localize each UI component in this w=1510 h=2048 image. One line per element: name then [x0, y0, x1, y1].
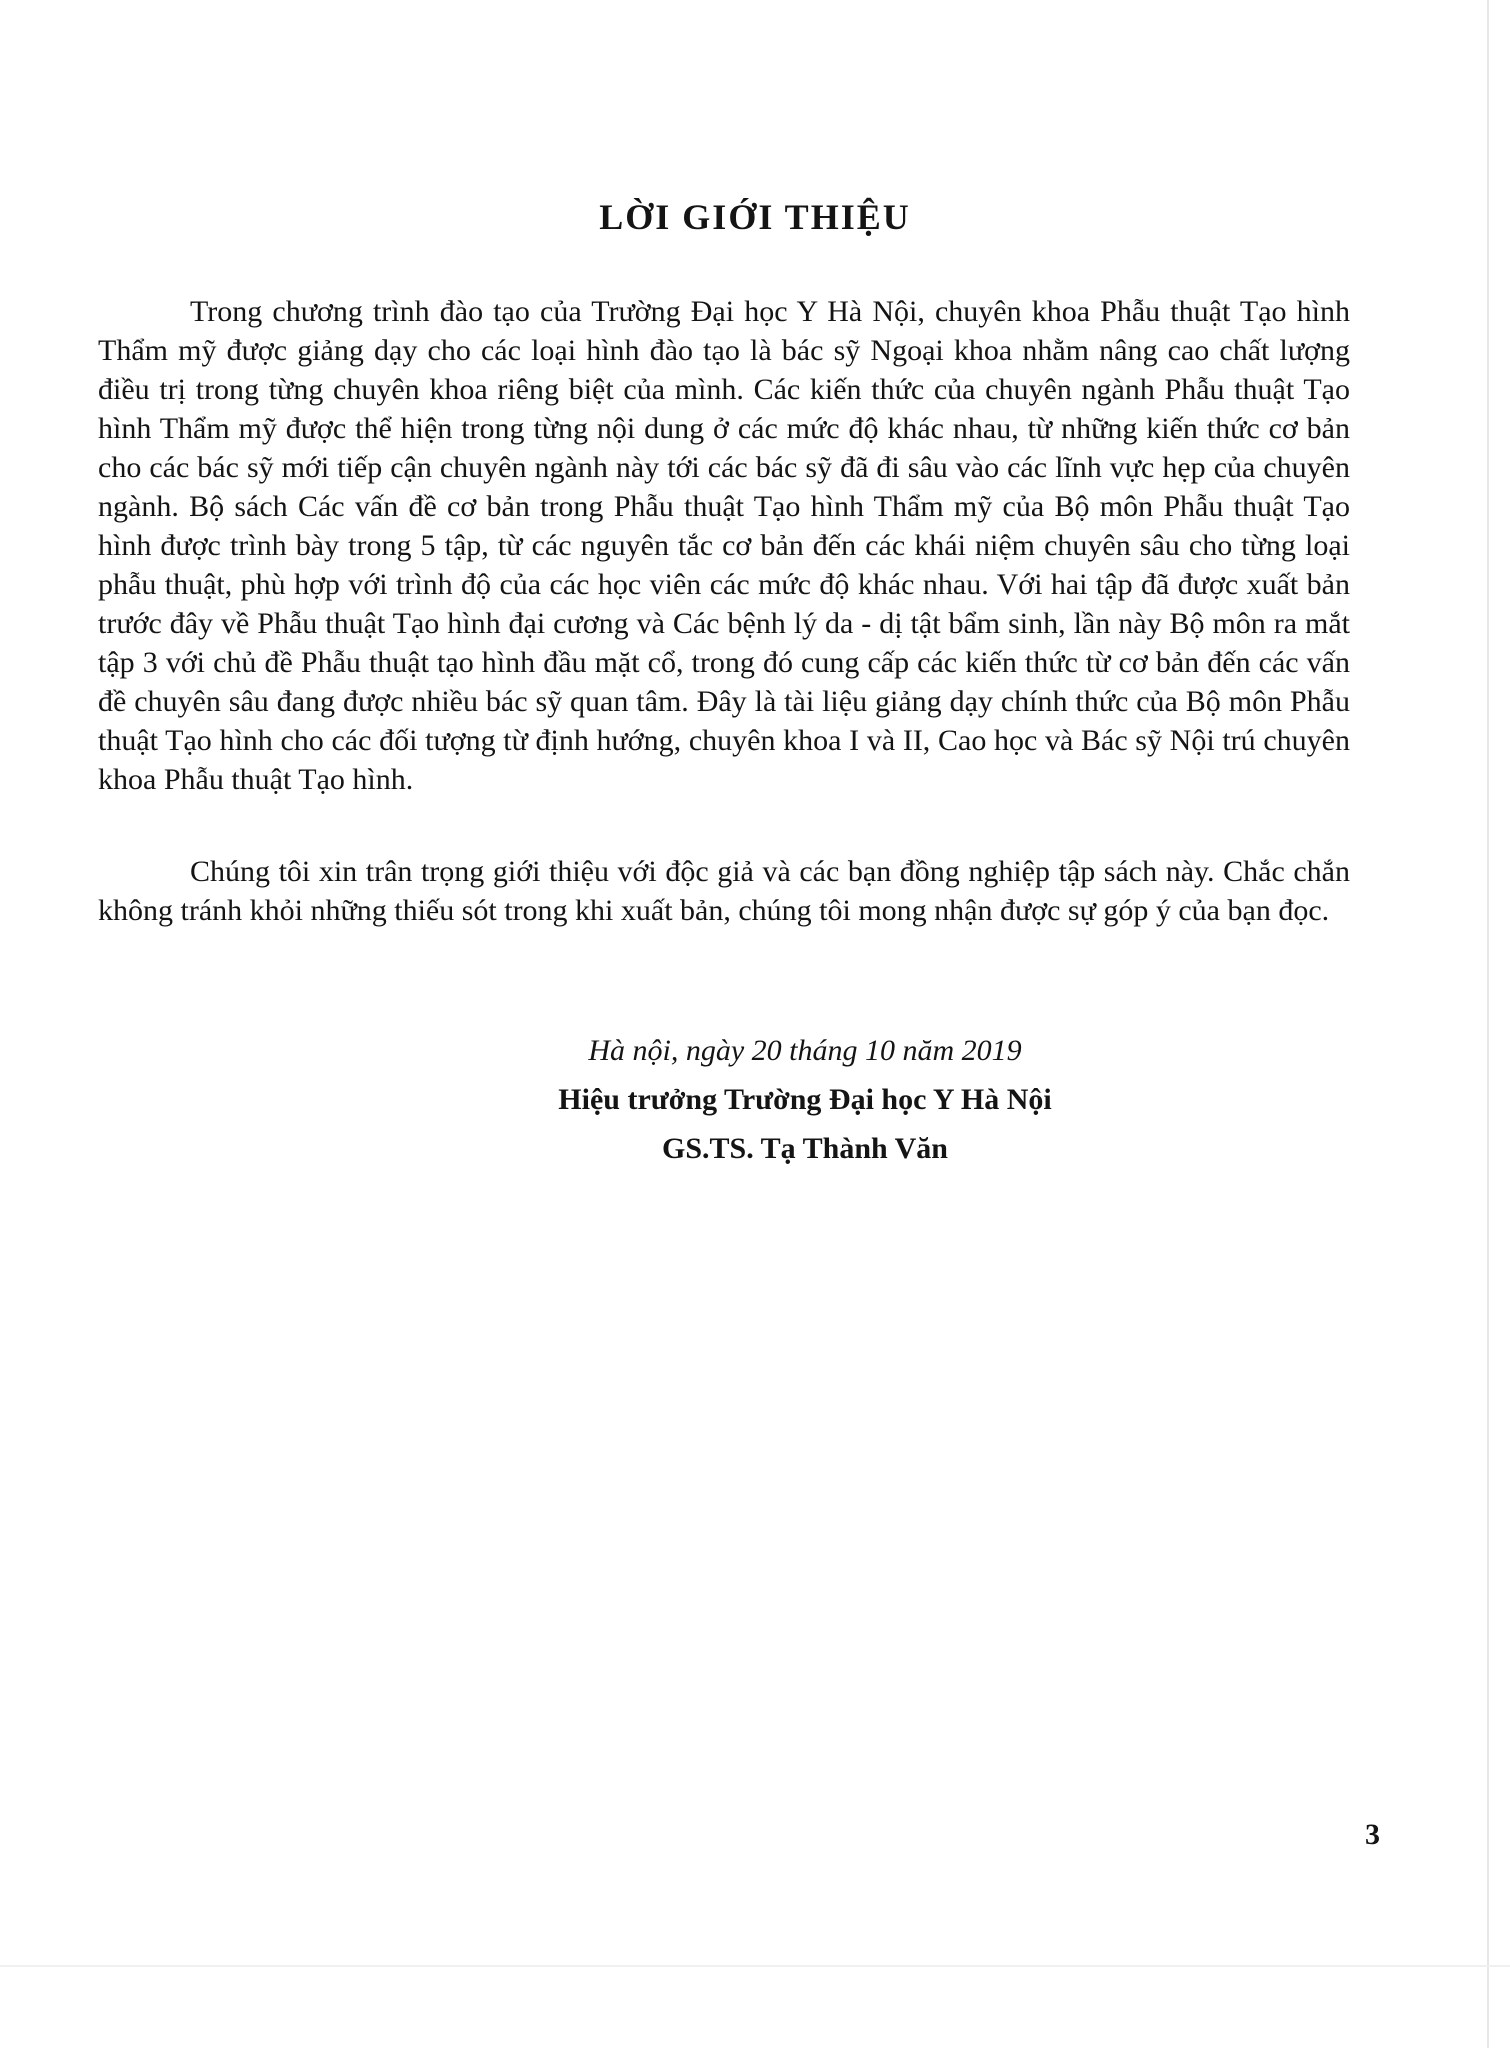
page-edge-bottom	[0, 1965, 1510, 1967]
intro-paragraph-1: Trong chương trình đào tạo của Trường Đại học Y Hà Nội, chuyên khoa Phẫu thuật Tạo hình Thẩm mỹ được giảng dạy cho các loại hình đào tạo là bác sỹ Ngoại khoa nhằm nâng cao chất lượng điều trị trong từng chuyên khoa riêng biệt của mình. Các kiến thức của chuyên ngành Phẫu thuật Tạo hình Thẩm mỹ được thể hiện trong từng nội dung ở các mức độ khác nhau, từ những kiến thức cơ bản cho các bác sỹ mới tiếp cận chuyên ngành này tới các bác sỹ đã đi sâu vào các lĩnh vực hẹp của chuyên ngành. Bộ sách Các vấn đề cơ bản trong Phẫu thuật Tạo hình Thẩm mỹ của Bộ môn Phẫu thuật Tạo hình được trình bày trong 5 tập, từ các nguyên tắc cơ bản đến các khái niệm chuyên sâu cho từng loại phẫu thuật, phù hợp với trình độ của các học viên các mức độ khác nhau. Với hai tập đã được xuất bản trước đây về Phẫu thuật Tạo hình đại cương và Các bệnh lý da - dị tật bẩm sinh, lần này Bộ môn ra mắt tập 3 với chủ đề Phẫu thuật tạo hình đầu mặt cổ, trong đó cung cấp các kiến thức từ cơ bản đến các vấn đề chuyên sâu đang được nhiều bác sỹ quan tâm. Đây là tài liệu giảng dạy chính thức của Bộ môn Phẫu thuật Tạo hình cho các đối tượng từ định hướng, chuyên khoa I và II, Cao học và Bác sỹ Nội trú chuyên khoa Phẫu thuật Tạo hình.	[98, 295, 1350, 796]
signature-role: Hiệu trưởng Trường Đại học Y Hà Nội	[558, 1083, 1052, 1116]
signature-name: GS.TS. Tạ Thành Văn	[661, 1132, 948, 1165]
signature-block	[300, 1026, 1310, 1173]
page-number: 3	[1365, 1818, 1380, 1851]
page-title: LỜI GIỚI THIỆU	[599, 197, 911, 237]
signature-date: Hà nội, ngày 20 tháng 10 năm 2019	[588, 1034, 1022, 1067]
intro-paragraph-2: Chúng tôi xin trân trọng giới thiệu với độc giả và các bạn đồng nghiệp tập sách này. Chắc chắn không tránh khỏi những thiếu sót trong khi xuất bản, chúng tôi mong nhận được sự góp ý của bạn đọc.	[98, 855, 1350, 927]
page-edge-right	[1487, 0, 1489, 2048]
